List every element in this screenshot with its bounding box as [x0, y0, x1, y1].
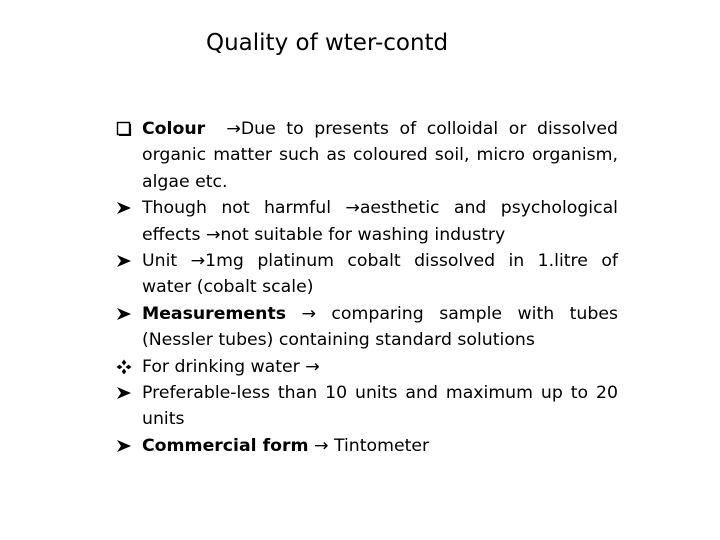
- arrowhead-bullet-icon: [116, 248, 138, 274]
- list-item-line: effects →not suitable for washing industry: [142, 224, 506, 245]
- list-item-measurements: [116, 301, 618, 354]
- list-item-line: [142, 301, 618, 327]
- item-text: →Due to presents of colloidal or dissolved: [205, 119, 618, 139]
- slide-title: Quality of wter-contd: [206, 30, 449, 56]
- list-item-drinking-water: [116, 354, 618, 380]
- diamond-cluster-bullet-icon: [116, 354, 138, 380]
- arrowhead-bullet-icon: [116, 301, 138, 327]
- arrowhead-bullet-icon: [116, 433, 138, 459]
- list-item-line: Though not harmful →aesthetic and psychological: [142, 198, 618, 219]
- list-item-colour: [116, 116, 618, 195]
- arrowhead-bullet-icon: [116, 380, 138, 406]
- term-measurements: Measurements: [142, 303, 286, 324]
- arrowhead-bullet-icon: [116, 195, 138, 221]
- item-text: → Tintometer: [308, 435, 430, 456]
- list-item-commercial-form: [116, 433, 618, 459]
- list-item-line: [142, 116, 618, 142]
- list-item-line: water (cobalt scale): [142, 277, 314, 298]
- list-item-line: Unit →1mg platinum cobalt dissolved in 1.litre of: [142, 251, 618, 272]
- term-commercial-form: Commercial form: [142, 435, 309, 456]
- term-colour: Colour: [142, 119, 206, 139]
- list-item-line: (Nessler tubes) containing standard solutions: [142, 330, 535, 351]
- list-item-harmful: [116, 195, 618, 248]
- list-item-line: [142, 433, 618, 459]
- list-item-preferable: [116, 380, 618, 433]
- bullet-list: [116, 116, 618, 459]
- square-bullet-icon: [116, 116, 138, 142]
- item-text: → comparing sample with tubes: [286, 303, 618, 324]
- list-item-line: For drinking water →: [142, 356, 320, 377]
- list-item-line: algae etc.: [142, 171, 228, 192]
- list-item-line: units: [142, 409, 185, 430]
- list-item-line: organic matter such as coloured soil, micro organism,: [142, 145, 618, 166]
- list-item-unit: [116, 248, 618, 301]
- list-item-line: Preferable-less than 10 units and maximum up to 20: [142, 383, 618, 404]
